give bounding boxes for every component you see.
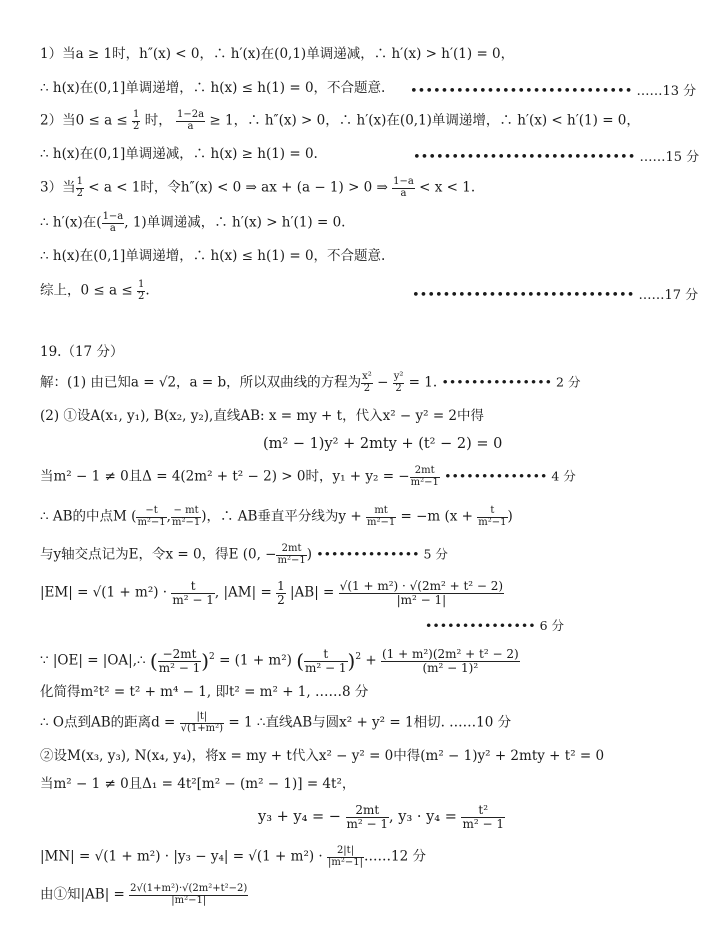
vieta-text-b: , y₃ · y₄ = [389, 809, 457, 826]
summary-line [40, 280, 150, 302]
fraction-y2-over-2: $\frac{\text{y²}}{2}$ [393, 371, 404, 394]
case-3-line [40, 177, 475, 199]
oe-oa-text-a: ∵ |OE| = |OA|,∴ [40, 652, 146, 669]
fraction-sq-expr: $\frac{\text{(1 + m²)(2m² + t² − 2)}}{\text{(m² − 1)²}}$ [381, 647, 519, 675]
fraction-t-abs: $\frac{t}{\text{m² − 1}}$ [172, 579, 214, 607]
mn-setup-line [40, 748, 604, 764]
midpoint-close: ) [507, 508, 513, 525]
intersection-close: ) [306, 546, 312, 563]
solution-part-1-minus: − [377, 374, 389, 391]
case-3-text-c: < x < 1. [419, 179, 476, 196]
fraction-2mt-over: $\frac{2mt}{\text{m²−1}}$ [410, 465, 439, 488]
fraction-ab-final: $\frac{\text{2√(1+m²)·√(2m²+t²−2)}}{\text{|m²−1|}}$ [130, 883, 248, 906]
score-2: ••••••••••••••• 2 分 [441, 374, 581, 390]
solution-part-1-text-c: = 1. [408, 374, 438, 391]
oe-oa-plus: + [365, 652, 377, 669]
intersection-line [40, 544, 448, 566]
mn-length-line [40, 846, 426, 868]
fraction-neg-t: $\frac{-t}{\text{m²−1}}$ [137, 505, 166, 528]
case-1-conclusion [40, 80, 385, 96]
case-2-conclusion [40, 146, 318, 162]
solution-part-1 [40, 372, 580, 394]
case-2-text-a: 2）当0 ≤ a ≤ [40, 112, 128, 129]
solution-part-2-setup [40, 408, 484, 424]
case-2-text-b: 时， [144, 112, 172, 129]
fraction-neg2mt-big: $\frac{-2mt}{\text{m² − 1}}$ [158, 647, 201, 675]
question-19-header [40, 344, 123, 360]
ab-final-line [40, 884, 248, 906]
case-3-text-a: 3）当 [40, 179, 76, 196]
fraction-x2-over-2: $\frac{\text{x²}}{2}$ [362, 371, 372, 394]
distance-text-b: = 1 ∴直线AB与圆x² + y² = 1相切. ……10 分 [228, 714, 512, 731]
case-2-text-c: ≥ 1，∴ h″(x) > 0，∴ h′(x)在(0,1)单调递增，∴ h′(x) < h′(1) = 0， [209, 112, 640, 129]
distance-text-a: ∴ O点到AB的距离d = [40, 714, 176, 731]
case-3-derivative-text-b: , 1)单调递减，∴ h′(x) > h′(1) = 0. [124, 214, 346, 231]
solution-part-2-setup-text: (2) ①设A(x₁, y₁), B(x₂, y₂),直线AB: x = my + t，代入x² − y² = 2中得 [40, 408, 485, 424]
case-2-line [40, 110, 640, 132]
fraction-half-3: $\frac{1}{2}$ [137, 279, 145, 302]
fraction-1-a-over-a-2: $\frac{1-a}{a}$ [102, 211, 124, 234]
case-3-derivative [40, 212, 345, 234]
case-1-text: 1）当a ≥ 1时，h″(x) < 0，∴ h′(x)在(0,1)单调递减，∴ h′(x) > h′(1) = 0， [40, 46, 515, 62]
case-3-derivative-text-a: ∴ h′(x)在( [40, 214, 102, 231]
simplify-text: 化简得m²t² = t² + m⁴ − 1, 即t² = m² + 1, ……8 分 [40, 684, 369, 700]
fraction-2mt-big: $\frac{2mt}{\text{m² − 1}}$ [346, 803, 389, 831]
score-17: ••••••••••••••••••••••••••••• ……17 分 [412, 288, 699, 303]
score-4: •••••••••••••• 4 分 [444, 468, 576, 484]
distance-line [40, 712, 511, 734]
ab-text: |AB| = [290, 584, 335, 601]
quadratic-equation-text: (m² − 1)y² + 2mty + (t² − 2) = 0 [263, 436, 503, 452]
oe-oa-text-b: = (1 + m²) [219, 652, 292, 669]
discriminant-line [40, 466, 576, 488]
score-5: •••••••••••••• 5 分 [316, 546, 448, 562]
delta1-text: 当m² − 1 ≠ 0且Δ₁ = 4t²[m² − (m² − 1)] = 4t²， [40, 776, 356, 792]
fraction-mt: $\frac{mt}{\text{m²−1}}$ [366, 505, 396, 528]
fraction-dist: $\frac{|t|}{\text{√(1+m²)}}$ [180, 711, 224, 734]
fraction-half-2: $\frac{1}{2}$ [76, 176, 83, 199]
midpoint-comma: , [166, 508, 171, 525]
summary-text-a: 综上，0 ≤ a ≤ [40, 282, 133, 299]
case-3-conclusion-text: ∴ h(x)在(0,1]单调递增，∴ h(x) ≤ h(1) = 0，不合题意. [40, 248, 386, 264]
fraction-ab-expr: $\frac{\text{√(1 + m²) · √(2m² + t² − 2)}}{\text{|m² − 1|}}$ [339, 579, 504, 607]
fraction-neg-mt: $\frac{- mt}{\text{m²−1}}$ [171, 505, 201, 528]
fraction-t-big: $\frac{t}{\text{m² − 1}}$ [305, 647, 347, 675]
score-13: ••••••••••••••••••••••••••••• ……13 分 [410, 84, 697, 99]
vieta-line [258, 804, 505, 830]
mn-length-text: |MN| = √(1 + m²) · |y₃ − y₄| = √(1 + m²) · [40, 848, 323, 865]
case-2-conclusion-text: ∴ h(x)在(0,1]单调递减，∴ h(x) ≥ h(1) = 0. [40, 146, 318, 162]
quadratic-equation [263, 436, 502, 453]
em-am-line [40, 580, 504, 606]
fraction-1-2a-over-a: $\frac{1-2a}{a}$ [177, 109, 205, 132]
ab-final-text: 由①知|AB| = [40, 886, 125, 903]
delta1-line [40, 776, 355, 792]
discriminant-text: 当m² − 1 ≠ 0且Δ = 4(2m² + t² − 2) > 0时，y₁ + y₂ = − [40, 468, 410, 485]
score-6: ••••••••••••••• 6 分 [425, 618, 564, 633]
fraction-2mt-over-2: $\frac{2mt}{\text{m²−1}}$ [277, 543, 306, 566]
fraction-half-big: $\frac{1}{2}$ [277, 579, 285, 607]
score-12: ……12 分 [364, 848, 426, 865]
case-1-line [40, 46, 514, 62]
simplify-line [40, 684, 368, 700]
vieta-text-a: y₃ + y₄ = − [258, 809, 341, 826]
case-1-conclusion-text: ∴ h(x)在(0,1]单调递增，∴ h(x) ≤ h(1) = 0，不合题意. [40, 80, 386, 96]
midpoint-text-c: )，∴ AB垂直平分线为y + [201, 508, 362, 525]
em-text: |EM| = √(1 + m²) · [40, 584, 168, 601]
intersection-text-a: 与y轴交点记为E，令x = 0，得E (0, − [40, 546, 277, 563]
score-15: ••••••••••••••••••••••••••••• ……15 分 [413, 150, 700, 165]
fraction-half: $\frac{1}{2}$ [133, 109, 140, 132]
midpoint-text-a: ∴ AB的中点M ( [40, 508, 137, 525]
midpoint-line [40, 506, 513, 528]
fraction-t2-big: $\frac{\text{t²}}{\text{m² − 1}}$ [462, 803, 504, 831]
question-19-title: 19.（17 分） [40, 344, 124, 360]
case-3-conclusion [40, 248, 385, 264]
case-3-text-b: < a < 1时，令h″(x) < 0 ⇒ ax + (a − 1) > 0 ⇒ [88, 179, 388, 196]
mn-setup-text: ②设M(x₃, y₃), N(x₄, y₄)，将x = my + t代入x² − y² = 0中得(m² − 1)y² + 2mty + t² = 0 [40, 748, 605, 764]
fraction-1-a-over-a: $\frac{1-a}{a}$ [393, 176, 414, 199]
solution-part-1-text-a: 解：(1) 由已知a = √2，a = b，所以双曲线的方程为 [40, 374, 362, 391]
oe-oa-line: ∵ |OE| = |OA|,∴ ( $\frac{-2mt}{\text{m² − 1}}$ )$^2$ = (1 + m²) ( $\frac{t}{\text{m² − 1}}$ )$^2$ + $\frac{\text{(1 + m²)(2m² + t² − 2)}}{\text{(m² − 1)²}}$ [40, 647, 519, 675]
summary-text-b: . [145, 282, 150, 299]
am-text: , |AM| = [214, 584, 272, 601]
fraction-mn-expr: $\frac{2|t|}{\text{|m²−1|}}$ [328, 845, 363, 868]
midpoint-text-d: = −m (x + [400, 508, 473, 525]
fraction-t: $\frac{t}{\text{m²−1}}$ [478, 505, 507, 528]
